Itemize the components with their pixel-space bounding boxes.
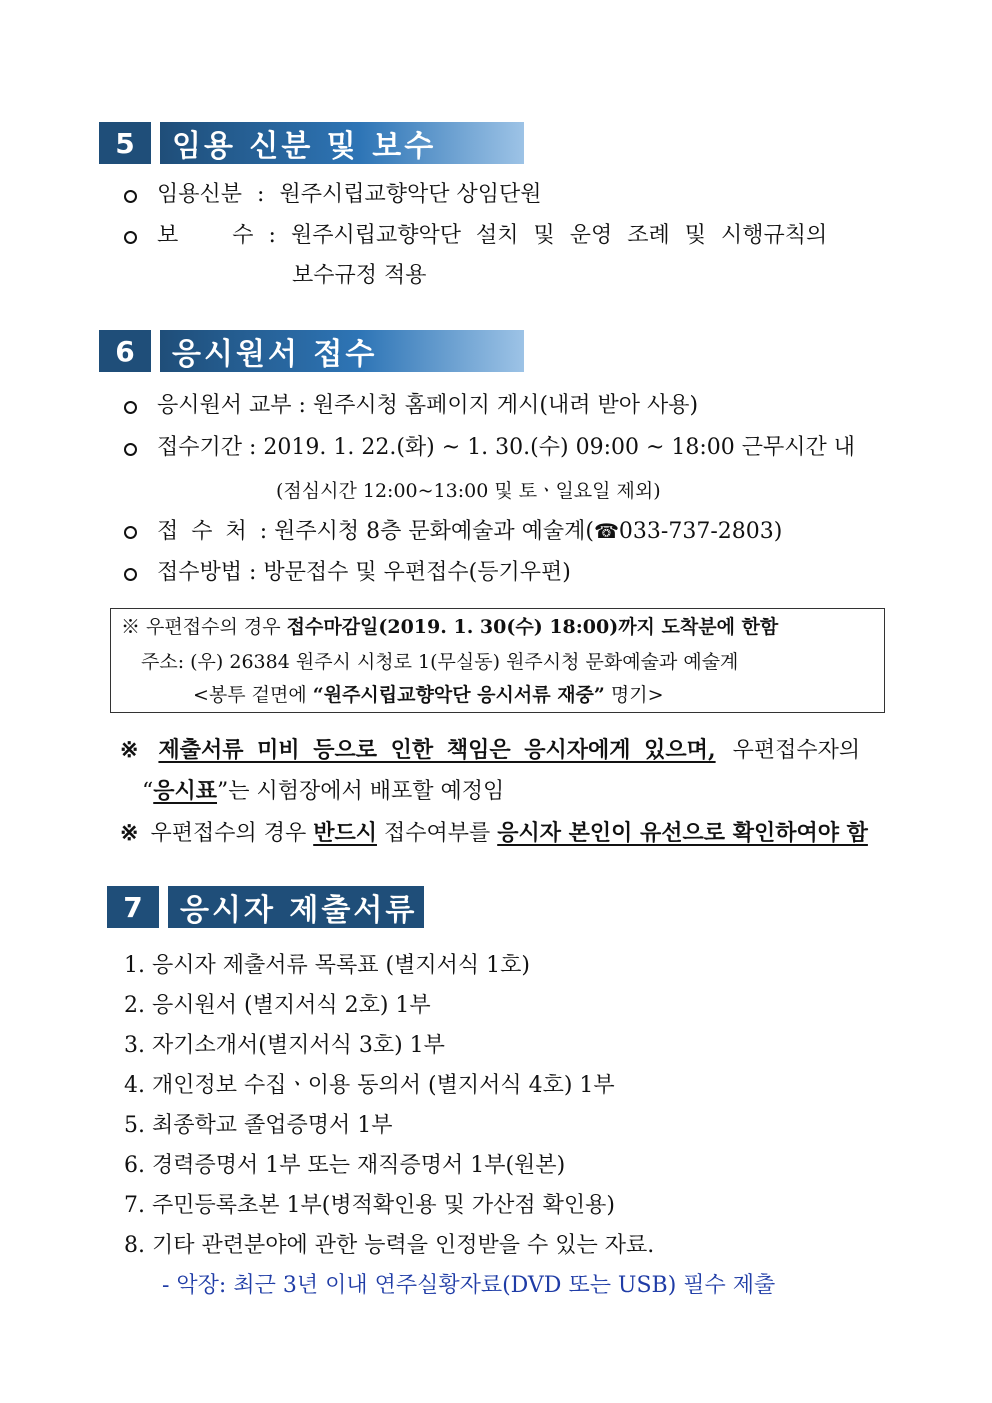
section-7-header xyxy=(107,886,424,928)
note-1-line xyxy=(120,735,860,766)
notice-text: 명기> xyxy=(604,684,664,706)
section-number: 7 xyxy=(107,886,159,928)
notice-text: <봉투 겉면에 xyxy=(193,684,313,706)
bullet-circle-icon xyxy=(124,568,137,581)
document-item-2: 2. 응시원서 (별지서식 2호) 1부 xyxy=(124,993,431,1018)
bullet-circle-icon xyxy=(124,443,137,456)
telephone-icon: ☎ xyxy=(594,519,619,543)
note-mark: ※ xyxy=(120,737,139,763)
document-item-4: 4. 개인정보 수집ㆍ이용 동의서 (별지서식 4호) 1부 xyxy=(124,1073,615,1098)
salary-label-a: 보 xyxy=(157,223,179,248)
note-text: 접수여부를 xyxy=(376,821,498,846)
application-form-line: 응시원서 교부 : 원주시청 홈페이지 게시(내려 받아 사용) xyxy=(157,393,699,418)
exam-ticket-text: 응시표 xyxy=(153,778,218,804)
section-6-header xyxy=(99,330,524,372)
quote-mark: “ xyxy=(142,779,154,804)
bullet-circle-icon xyxy=(124,526,137,539)
document-item-5: 5. 최종학교 졸업증명서 1부 xyxy=(124,1113,393,1138)
postal-notice-box xyxy=(110,608,885,713)
notice-text: ※ 우편접수의 경우 xyxy=(121,616,287,638)
document-item-3: 3. 자기소개서(별지서식 3호) 1부 xyxy=(124,1033,445,1058)
document-item-1: 1. 응시자 제출서류 목록표 (별지서식 1호) xyxy=(124,953,530,978)
note-bold-text: 응시자 본인이 유선으로 확인하여야 함 xyxy=(497,820,868,846)
reception-method-line: 접수방법 : 방문접수 및 우편접수(등기우편) xyxy=(157,560,571,585)
note-1-rest2: ”는 시험장에서 배포할 예정임 xyxy=(217,779,505,804)
note-1-line2 xyxy=(142,776,504,807)
section-5-header xyxy=(99,122,524,164)
reception-place-label: 접 수 처 : xyxy=(157,519,268,544)
document-item-8: 8. 기타 관련분야에 관한 능력을 인정받을 수 있는 자료. xyxy=(124,1233,655,1258)
note-1-bold: 제출서류 미비 등으로 인한 책임은 응시자에게 있으며, xyxy=(158,737,716,763)
notice-line-3 xyxy=(193,680,664,710)
section-title: 응시자 제출서류 xyxy=(168,886,424,928)
section-title: 응시원서 접수 xyxy=(160,330,524,372)
notice-address: 주소: (우) 26384 원주시 시청로 1(무실동) 원주시청 문화예술과 예술계 xyxy=(141,651,739,673)
reception-phone: 033-737-2803) xyxy=(618,519,783,544)
employment-status-value: 원주시립교향악단 상임단원 xyxy=(279,182,542,207)
salary-line xyxy=(157,221,827,251)
notice-line-1 xyxy=(121,612,778,642)
separator: : xyxy=(257,182,265,207)
note-2-line xyxy=(120,818,868,849)
bullet-circle-icon xyxy=(124,190,137,203)
section-number: 6 xyxy=(99,330,151,372)
note-text: 우편접수의 경우 xyxy=(150,821,314,846)
section-title: 임용 신분 및 보수 xyxy=(160,122,524,164)
employment-status-line xyxy=(157,180,541,210)
note-1-rest: 우편접수자의 xyxy=(725,738,861,763)
bullet-circle-icon xyxy=(124,231,137,244)
reception-place-value: 원주시청 8층 문화예술과 예술계( xyxy=(274,519,594,544)
note-bold-text: 반드시 xyxy=(313,820,377,846)
bullet-circle-icon xyxy=(124,401,137,414)
document-item-8-subnote: - 악장: 최근 3년 이내 연주실황자료(DVD 또는 USB) 필수 제출 xyxy=(162,1273,776,1298)
reception-period-note: (점심시간 12:00~13:00 및 토ㆍ일요일 제외) xyxy=(276,480,661,502)
section-number: 5 xyxy=(99,122,151,164)
reception-place-line xyxy=(157,516,782,547)
separator: : xyxy=(268,223,276,248)
document-item-6: 6. 경력증명서 1부 또는 재직증명서 1부(원본) xyxy=(124,1153,566,1178)
reception-period-line: 접수기간 : 2019. 1. 22.(화) ~ 1. 30.(수) 09:00 ~ 18:00 근무시간 내 xyxy=(157,435,856,460)
salary-value-line2: 보수규정 적용 xyxy=(292,263,427,288)
employment-status-label: 임용신분 xyxy=(157,182,243,207)
notice-bold-text: 접수마감일(2019. 1. 30(수) 18:00)까지 도착분에 한함 xyxy=(286,616,779,638)
notice-bold-text: “원주시립교향악단 응시서류 재중” xyxy=(312,684,605,706)
salary-label-b: 수 xyxy=(232,223,254,248)
document-item-7: 7. 주민등록초본 1부(병적확인용 및 가산점 확인용) xyxy=(124,1193,615,1218)
note-mark: ※ xyxy=(120,820,139,846)
salary-value: 원주시립교향악단 설치 및 운영 조례 및 시행규칙의 xyxy=(290,223,828,248)
